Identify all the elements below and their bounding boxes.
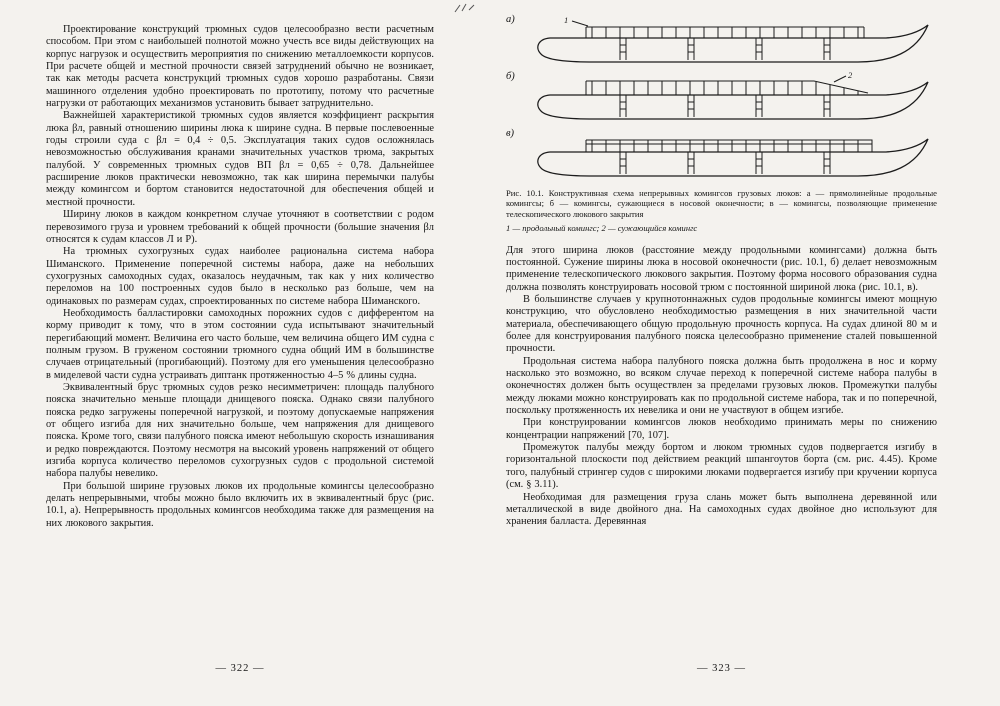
paragraph: Ширину люков в каждом конкретном случае уточняют в соответствии с родом перевозимого груза и уровнем требований к общей прочности (большие значения βл относятся к судам классов Л и Р).: [46, 209, 434, 245]
paragraph: Продольная система набора палубного пояска должна быть продолжена в нос и корму насколько это возможно, во всяком случае переход к поперечной системе набора палубы в оконечностях должен быть осуществлен за пределами грузовых люков. Промежутки палубы между люками можно конструировать как по продольной системе набора, так и по поперечной, поскольку протяженность их невелика и они не участвуют в общем изгибе.: [506, 355, 937, 417]
paragraph: Для этого ширина люков (расстояние между продольными комингсами) должна быть постоянной. Сужение ширины люка в носовой оконечности (рис. 10.1, б) делает невозможным применение телескопического люкового закрытия. Поэтому форма носового образования судна должна позволять конструировать носовой трюм с постоянной шириной люка (рис. 10.1, в).: [506, 244, 937, 293]
ship-drawing-v: [528, 126, 934, 180]
paragraph: Необходимость балластировки самоходных порожних судов с дифферентом на корму приводит к тому, что в этом состоянии суда испытывают значительный перегибающий момент. Величина его часто больше, чем величина общего ИМ судна с полным грузом. В груженом состоянии трюмного судна общий ИМ в большинстве случаев отрицательный (прогибающий). Поэтому для его уменьшения целесообразно в миделевой части судна устраивать диптанк протяженностью 4–5 % длины судна.: [46, 307, 434, 381]
paragraph: Эквивалентный брус трюмных судов резко несимметричен: площадь палубного пояска значительно меньше площади днищевого пояска. Однако связи палубного пояска редко загружены поперечной нагрузкой, и поэтому допускаемые напряжения от общего изгиба для них значительно больше, чем напряжения для днищевого пояска. Кроме того, связи палубного пояска имеют небольшую скорость изнашивания и редко повреждаются. Поэтому несмотря на высокий уровень напряжений от общего изгиба корпуса количество переломов сухогрузных судов с продольной системой набора палубы невелико.: [46, 381, 434, 480]
figure-label-b: б): [506, 71, 515, 82]
paragraph: На трюмных сухогрузных судах наиболее рациональна система набора Шиманского. Применение поперечной системы набора, даже на небольших сухогрузных самоходных судах, оказалось неудачным, так как у них количество переломов на 100 построенных судов было в несколько раз больше, чем на одинаковых по размерам судах, спроектированных по системе набора Шиманского.: [46, 246, 434, 307]
figure-mark-2: 2: [848, 70, 853, 80]
figure-mark-1: 1: [564, 15, 569, 25]
paragraph: При конструировании комингсов люков необходимо принимать меры по снижению концентрации напряжений [70, 107].: [506, 417, 937, 441]
figure-label-v: в): [506, 128, 515, 139]
page-number-right: — 323 —: [697, 663, 746, 674]
scan-artifact: [452, 2, 478, 16]
figure-legend: 1 — продольный комингс; 2 — сужающийся комингс: [506, 223, 698, 234]
paragraph: В большинстве случаев у крупнотоннажных судов продольные комингсы имеют мощную конструкцию, что обусловлено необходимостью размещения в них значительной части материала, обеспечивающего общую продольную прочность корпуса. На судах длиной 80 м и более для конструирования палубного пояска целесообразно применение сталей повышенной прочности.: [506, 294, 937, 355]
figure-label-a: а): [506, 14, 515, 25]
figure-row-a: [506, 12, 937, 69]
ship-drawing-b: [528, 69, 934, 123]
figure-row-v: [506, 126, 937, 183]
paragraph: Промежуток палубы между бортом и люком трюмных судов подвергается изгибу в горизонтальной плоскости под действием реакций шпангоутов борта (см. рис. 4.45). Кроме того, палубный стрингер судов с широкими люками подвергается изгибу при кручении корпуса (см. § 3.11).: [506, 442, 937, 491]
paragraph: При большой ширине грузовых люков их продольные комингсы целесообразно делать непрерывными, чтобы можно было включить их в эквивалентный брус (рис. 10.1, а). Непрерывность продольных комингсов необходима также для размещения на них люкового закрытия.: [46, 480, 434, 529]
figure-10-1: [506, 12, 937, 529]
figure-caption: Рис. 10.1. Конструктивная схема непрерывных комингсов грузовых люков: а — прямолинейные продольные комингсы; б — комингсы, сужающиеся в носовой оконечности; в — комингсы, позволяющие применение телескопического люкового закрытия: [506, 188, 937, 219]
right-text-block: [506, 245, 937, 529]
left-text-block: [46, 24, 434, 530]
figure-row-b: [506, 69, 937, 126]
page-right: [506, 0, 937, 706]
ship-drawing-a: [528, 12, 934, 66]
paragraph: Необходимая для размещения груза слань может быть выполнена деревянной или металлической в виде двойного дна. На самоходных судах двойное дно используют для хранения балласта. Деревянная: [506, 491, 937, 528]
page-number-left: — 322 —: [215, 663, 265, 674]
page-left: [46, 0, 434, 706]
paragraph: Важнейшей характеристикой трюмных судов является коэффициент раскрытия люка βл, равный отношению ширины люка к ширине судна. В первые послевоенные годы строили суда с βл = 0,4 ÷ 0,5. Эксплуатация таких судов осложнялась невозможностью обслуживания кранами значительных участков трюма, закрытых палубой. У современных трюмных судов ВП βл = 0,65 ÷ 0,78. Дальнейшее расширение люков практически невозможно, так как ширина перемычки палубы между комингсом и бортом становится недостаточной для обеспечения общей и местной прочности.: [46, 110, 434, 208]
paragraph: Проектирование конструкций трюмных судов целесообразно вести расчетным способом. При этом с наибольшей полнотой можно учесть все виды действующих на корпус нагрузок и осуществить мероприятия по снижению металлоемкости корпусов. При расчете общей и местной прочности связей затруднений обычно не возникает, так как методы расчета конструкций трюмных судов хорошо разработаны. Связи машинного отделения удобно проектировать по прототипу, потому что расчетные нагрузки от работающих механизмов установить бывает затруднительно.: [46, 24, 434, 110]
